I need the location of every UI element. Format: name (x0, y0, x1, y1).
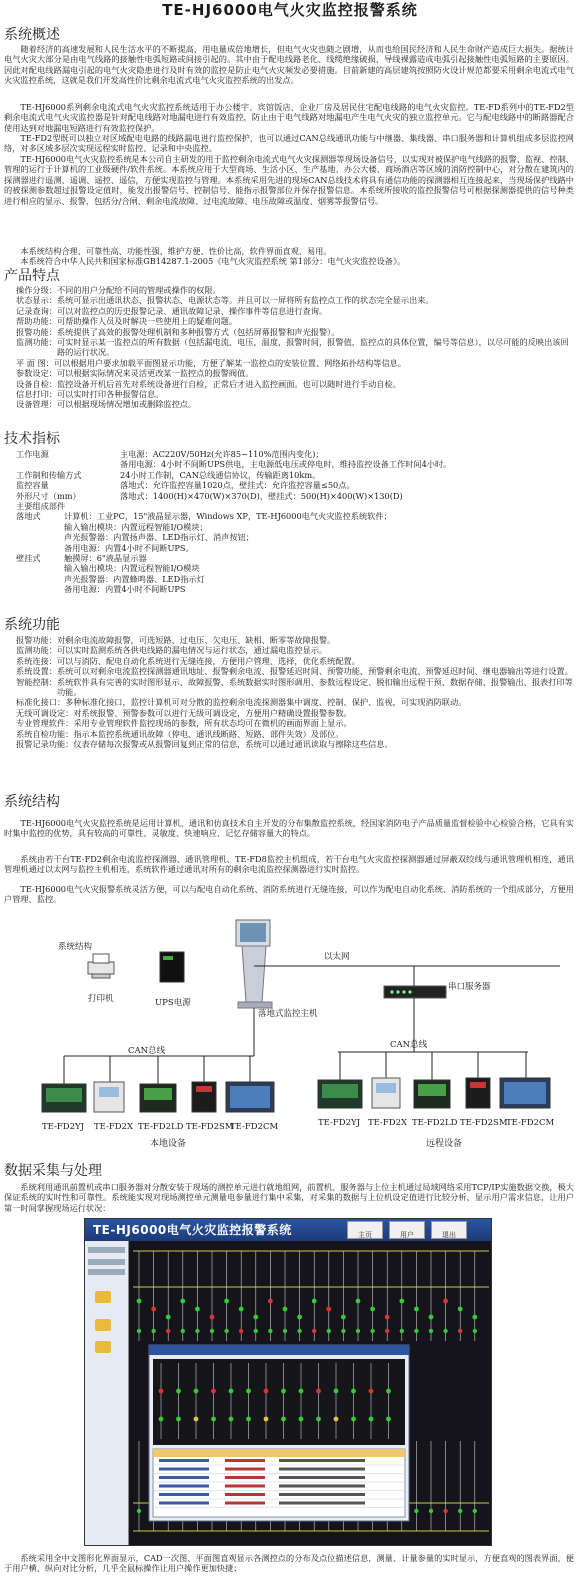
toolbar-button[interactable] (431, 1221, 467, 1239)
feature-item-key: 平 面 图： (16, 357, 54, 368)
status-dot (151, 1329, 155, 1333)
spec-component-row (16, 543, 574, 553)
spec-row (16, 459, 574, 469)
structure-paragraph: TE-HJ6000电气火灾监控系统是运用计算机、通讯和仿真技术自主开发的分布集散监控系统，经国家消防电子产品质量监督检验中心检验合格，它具有实时集中监控的优势，具有较高的可靠性、灵敏度、快速响应、记忆存储容量大的特点。 (4, 818, 574, 839)
overview-paragraph: TE-FD2型既可以独立对区域配电电路的线路漏电进行监控保护，也可以通过CAN总线通讯功能与中继器、集线器、串口服务器和计算机组成多层监控网络，对多区域多层次实现远程实时监控、记录和中央监控。 (4, 133, 574, 154)
structure-body (0, 818, 580, 908)
spec-component-row (16, 511, 574, 521)
status-dot (253, 1315, 258, 1320)
remote-device-label: TE-FD2YJ (318, 1118, 361, 1128)
ethernet-label: 以太网 (324, 952, 350, 962)
local-device-label: TE-FD2YJ (42, 1122, 85, 1132)
status-dot (316, 1417, 321, 1422)
status-dot (246, 1417, 251, 1422)
toolbar-button-label: 用户 (400, 1231, 414, 1239)
function-item-value: 系统可以对剩余电流监控探测器通讯地址、报警剩余电流、报警延迟时间、预警功能、预警剩余电流、预警延迟时间、继电器输出等进行设置。 (56, 666, 573, 677)
feature-item (16, 368, 574, 378)
status-dot (327, 1329, 331, 1333)
status-dot (159, 1389, 164, 1394)
status-dot (176, 1417, 181, 1422)
function-item-key: 系统连接： (16, 655, 57, 666)
status-dot (458, 1307, 463, 1312)
status-dot (351, 1389, 356, 1394)
status-dot (429, 1315, 434, 1320)
spec-component-value: 输入输出模块：内置远程智能I/O模块； (64, 521, 208, 532)
feature-item-value: 可以实时打印各种报警信息。 (56, 389, 164, 400)
remote-device-label: TE-FD2CM (506, 1118, 555, 1128)
spec-component-value: 声光报警器：内置蜂鸣器、LED指示灯 (64, 573, 205, 584)
spec-row (16, 501, 574, 511)
status-dot (429, 1509, 433, 1513)
function-item-value: 可以与消防、配电自动化系统进行无缝连接，方便用户管理、选择，优化系统配置。 (56, 655, 360, 666)
remote-device-label: TE-FD2SM (460, 1118, 508, 1128)
overview-paragraph: 本系统结构合理、可靠性高、功能性强、维护方便、性价比高，软件界面直观、易用。 (20, 246, 332, 256)
status-dot (369, 1417, 374, 1422)
overview-paragraph: 随着经济的高速发展和人民生活水平的不断提高，用电量成倍地增长，但电气火灾也随之剧增，从而也给国民经济和人民生命财产造成巨大损失。据统计电气火灾大部分是由电气线路的接触性电弧短路或间接引起的。其中由于配电线路老化、线缆绝缘破损、导线裸露造成电弧引起接触性电弧短路的主要原因。因此对配电线路漏电引起的电气火灾隐患进行及时有效的监控是防止电气火灾频发必要措施。目前新建的高层建筑按照防火设计规范都要采用剩余电流式电气火灾监控系统，这就是我们开发高性价比剩余电流式电气火灾监控系统的出发点。 (4, 44, 574, 86)
overview-paragraph: TE-HJ6000电气火灾监控系统是本公司自主研发的用于监控剩余电流式电气火灾探测器等现场设备信号，以实现对被保护电气线路的报警、监视、控制、管理的运行于计算机的工业级硬件/软件系统。本系统应用于大型商场、生活小区、生产基地、办公大楼、商场酒店等区域的消防控制中心，对分散在建筑内的探测器进行遥测、遥调、遥控、遥信，方便实现监控与管理。本系统采用先进的现场CAN总线技术将具有通信功能的探测器相互连接起来，当现场保护线路中的被探测参数超过报警设定值时，能发出报警信号、控制信号、能指示报警部位并保存报警信息。本系统所接收的监控报警信号可根据探测器提供的信号种类进行相应的显示、报警，包括分/合闸、剩余电流故障、过电流故障、电压故障或温度、烟雾等报警信号。 (4, 154, 574, 206)
spec-component-row (16, 532, 574, 542)
status-dot (312, 1329, 316, 1333)
spec-component-value: 备用电源：内置4小时不间断UPS。 (64, 542, 194, 553)
kiosk-host-icon (236, 920, 272, 1008)
status-dot (137, 1509, 141, 1513)
status-dot (414, 1329, 418, 1333)
status-dot (224, 1299, 229, 1304)
status-dot (326, 1307, 331, 1312)
toolbar-button[interactable] (389, 1221, 425, 1239)
status-dot (211, 1417, 216, 1422)
table-cell-mark (159, 1476, 209, 1479)
status-dot (473, 1329, 477, 1333)
functions-heading: 系统功能 (4, 617, 60, 633)
feature-item (16, 358, 574, 368)
spec-key: 工作制和传输方式 (16, 469, 82, 480)
spec-row (16, 480, 574, 490)
status-dot (341, 1329, 345, 1333)
spec-row (16, 449, 574, 459)
toolbar-button-label: 主页 (358, 1231, 372, 1239)
spec-value: 落地式：1400(H)×470(W)×370(D)，壁挂式：500(H)×400(W)×130(D) (120, 490, 403, 501)
status-dot (239, 1307, 244, 1312)
function-item (16, 697, 574, 707)
function-item-key: 专业管理软件： (16, 718, 74, 729)
function-item-value: 仪表存储每次报警或从报警回复到正常的信息，系统可以通过通讯读取与擦除这些信息。 (73, 739, 393, 750)
feature-item (16, 285, 574, 295)
feature-item (16, 316, 574, 326)
can-bus-left-label: CAN总线 (128, 1046, 166, 1056)
status-dot (229, 1389, 234, 1394)
function-item (16, 635, 574, 645)
feature-item-value: 可以根据实际情况来灵活更改某一监控点的报警阀值。 (56, 368, 254, 379)
spec-component-value: 触摸屏：6"液晶显示器 (64, 552, 147, 563)
status-dot (312, 1299, 317, 1304)
spec-component-label: 壁挂式 (16, 552, 41, 563)
overview-paragraph: TE-HJ6000系列剩余电流式电气火灾监控系统适用于办公楼宇、宾馆饭店、企业厂房及居民住宅配电线路的电气火灾监控。TE-FD系列中的TE-FD2型剩余电流式电气火灾监控器是针对配电线路对地漏电进行有效监控，防止由于电气线路对地漏电产生电气火灾的独立监控单元。它与配电线路中的断路器配合使用达到对地漏电短路进行有效监控保护。 (4, 102, 574, 133)
system-structure-diagram (0, 906, 580, 1160)
table-cell-mark (225, 1459, 265, 1462)
function-item-key: 标准化接口： (16, 697, 66, 708)
function-item-key: 智能控制： (16, 676, 57, 687)
overview-paragraph: 本系统符合中华人民共和国家标准GB14287.1-2005《电气火灾监控系统 第1部分：电气火灾监控设备》。 (20, 256, 406, 266)
spec-key: 工作电源 (16, 449, 49, 459)
local-device-label: TE-FD2X (94, 1122, 134, 1132)
status-dot (159, 1417, 164, 1422)
table-cell-mark (225, 1468, 265, 1471)
features-list (16, 285, 574, 410)
feature-item (16, 337, 574, 358)
feature-item-key: 帮助功能： (16, 316, 57, 327)
status-dot (283, 1329, 287, 1333)
overview-heading: 系统概述 (4, 27, 60, 43)
spec-component-row (16, 584, 574, 594)
status-dot (137, 1329, 141, 1333)
status-dot (211, 1389, 216, 1394)
feature-item-value: 可以根据现场情况增加或删除监控点。 (56, 399, 197, 410)
function-item (16, 666, 574, 676)
status-dot (268, 1299, 273, 1304)
remote-device-icons (318, 1078, 550, 1108)
status-dot (429, 1329, 433, 1333)
screenshot-sidebar (85, 1241, 129, 1546)
feature-item-value: 系统可显示出通讯状态、报警状态、电源状态等。并且可以一屏将所有监控点工作的状态完全显示出来。 (56, 295, 434, 306)
table-cell-mark (225, 1476, 265, 1479)
ups-icon (160, 952, 184, 982)
feature-item (16, 327, 574, 337)
status-dot (473, 1509, 477, 1513)
screenshot-title: TE-HJ6000电气火灾监控报警系统 (93, 1223, 292, 1237)
status-dot (229, 1417, 234, 1422)
functions-list (16, 635, 574, 749)
status-dot (443, 1509, 447, 1513)
feature-item-value: 不同的用户分配给不同的管理或操作的权限。 (56, 285, 221, 295)
function-item (16, 708, 574, 718)
status-dot (264, 1417, 269, 1422)
local-devices-label: 本地设备 (150, 1139, 187, 1149)
function-item-value: 采用专业管理软件监控现场的参数，所有状态均可在微机的画面界面上显示。 (73, 718, 352, 729)
table-cell-mark (159, 1468, 209, 1471)
status-dot (356, 1299, 361, 1304)
feature-item (16, 389, 574, 399)
feature-item-key: 状态显示： (16, 295, 57, 306)
popup-alarm-table-header (153, 1449, 405, 1457)
status-dot (370, 1329, 374, 1333)
toolbar-button[interactable] (347, 1221, 383, 1239)
function-item-value: 系统软件具有完善的实时图形显示、故障报警、系统数据实时图形调用、参数远程设定、脱扣输出远程干预、数据存储、报警输出、报表打印等功能。 (56, 676, 573, 698)
spec-component-value: 声光报警器：内置扬声器、LED指示灯、消声按钮； (64, 532, 254, 543)
status-dot (281, 1389, 286, 1394)
local-device-label: TE-FD2CM (230, 1122, 279, 1132)
table-cell-mark (279, 1476, 365, 1479)
feature-item-value: 可实时显示某一监控点的所有数据（包括漏电流、电压，温度，报警时间，报警值，监控点的具体位置，编号等信息），以尽可能的反映出该回路的运行状况。 (56, 337, 569, 358)
function-item-key: 系统设置： (16, 666, 57, 677)
function-item-key: 报警功能： (16, 635, 57, 645)
status-dot (400, 1329, 404, 1333)
printer-icon (88, 954, 114, 978)
remote-device-label: TE-FD2X (368, 1118, 408, 1128)
structure-paragraph: TE-HJ6000电气火灾报警系统灵活方便，可以与配电自动化系统、消防系统进行无缝连接，可以作为配电自动化系统、消防系统的一个组成部分，方便用户管理、监控。 (4, 884, 574, 905)
status-dot (297, 1315, 302, 1320)
screenshot-toolbar (347, 1221, 467, 1239)
status-dot (137, 1299, 142, 1304)
local-device-label: TE-FD2SM (186, 1122, 234, 1132)
table-cell-mark (279, 1502, 365, 1505)
function-item-key: 无线可调设定： (16, 707, 74, 718)
feature-item-key: 监测功能： (16, 337, 57, 348)
feature-item-key: 记录查询： (16, 305, 57, 316)
local-device-icons (42, 1082, 274, 1112)
function-item-key: 系统自检功能： (16, 728, 74, 739)
status-dot (299, 1417, 304, 1422)
table-cell-mark (279, 1468, 365, 1471)
spec-component-label: 落地式 (16, 511, 41, 522)
status-dot (210, 1315, 215, 1320)
feature-item-key: 操作分级： (16, 285, 57, 295)
page-title: TE-HJ6000电气火灾监控报警系统 (162, 1, 418, 19)
feature-item (16, 295, 574, 305)
feature-item-value: 可帮助操作人员及时解决一些使用上的疑难问题。 (56, 316, 238, 327)
diagram-title: 系统结构 (58, 942, 93, 952)
status-dot (246, 1389, 251, 1394)
spec-key: 外形尺寸（mm） (16, 490, 81, 501)
spec-component-row (16, 563, 574, 573)
remote-device-label: TE-FD2LD (412, 1118, 458, 1128)
status-dot (194, 1389, 199, 1394)
status-dot (458, 1329, 462, 1333)
structure-paragraph: 系统由若干台TE-FD2剩余电流监控探测器、通讯管理机、TE-FD8监控主机组成，若干台电气火灾监控探测器通过屏蔽双绞线与通讯管理机相连，通讯管理机通过以太网与监控主机相连，系统软件通过通讯对所有的剩余电流监控探测器进行实时监控。 (4, 854, 574, 875)
toolbar-button-label: 退出 (442, 1231, 456, 1239)
status-dot (239, 1329, 243, 1333)
status-dot (166, 1329, 170, 1333)
status-dot (472, 1315, 477, 1320)
status-dot (268, 1329, 272, 1333)
status-dot (210, 1329, 214, 1333)
feature-item-key: 设备自检： (16, 378, 57, 389)
status-dot (151, 1307, 156, 1312)
host-label: 落地式监控主机 (258, 1009, 318, 1019)
function-item-value: 对剩余电流故障报警，可选短路、过电压、欠电压、缺相、断零等故障报警。 (56, 635, 336, 645)
status-dot (195, 1329, 199, 1333)
feature-item-value: 系统提供了高效的报警处理机制和多种报警方式（包括屏幕报警和声光报警）。 (56, 326, 340, 337)
spec-value: 主电源：AC220V/50Hz(允许85~110%范围内变化)； (120, 449, 324, 459)
spec-component-row (16, 522, 574, 532)
spec-component-row (16, 574, 574, 584)
function-item (16, 645, 574, 655)
status-dot (254, 1329, 258, 1333)
specs-table (16, 449, 574, 594)
screenshot-panel (129, 1241, 492, 1546)
function-item (16, 677, 574, 698)
function-item-value: 多种标准化接口，监控计算机可对分散的监控剩余电流探测器集中调度、控制、保护、监视，可实现消防联动。 (65, 697, 467, 708)
table-cell-mark (159, 1459, 209, 1462)
table-cell-mark (279, 1459, 365, 1462)
status-dot (341, 1315, 346, 1320)
spec-key: 主要组成部件 (16, 500, 66, 511)
status-dot (194, 1417, 199, 1422)
table-cell-mark (279, 1485, 365, 1488)
ups-label: UPS电源 (155, 998, 191, 1008)
popup-titlebar (149, 1345, 409, 1355)
status-dot (458, 1509, 462, 1513)
specs-heading: 技术指标 (4, 431, 60, 447)
function-item-value: 对系统报警、预警参数可以进行无级可调设定，方便用户精确设置报警参数。 (73, 707, 352, 718)
status-dot (386, 1417, 391, 1422)
function-item-key: 报警记录功能： (16, 739, 74, 750)
status-dot (316, 1389, 321, 1394)
feature-item-value: 可以对监控点的历史报警记录、通讯故障记录、操作事件等信息进行查询。 (56, 305, 328, 316)
spec-value: 备用电源：4小时不间断UPS供电，主电源低电压或停电时，维持监控设备工作时间4小时。 (120, 459, 452, 470)
can-bus-right-label: CAN总线 (390, 1040, 428, 1050)
function-item-value: 指示本监控系统通讯故障（停电、通讯线断路、短路、部件失效）及部位。 (73, 728, 344, 739)
features-heading: 产品特点 (4, 268, 60, 284)
popup-diagram (153, 1359, 405, 1445)
function-item (16, 656, 574, 666)
structure-heading: 系统结构 (4, 794, 60, 810)
feature-item (16, 399, 574, 409)
table-cell-mark (225, 1502, 265, 1505)
status-dot (370, 1307, 375, 1312)
serial-server-icon (384, 986, 446, 998)
status-dot (297, 1329, 301, 1333)
spec-value: 24小时工作制，CAN总线通信协议，传输距离10km。 (120, 469, 321, 480)
status-dot (351, 1417, 356, 1422)
status-dot (443, 1299, 448, 1304)
spec-component-value: 备用电源：内置4小时不间断UPS (64, 584, 186, 595)
remote-devices-label: 远程设备 (426, 1139, 463, 1149)
status-dot (386, 1389, 391, 1394)
table-cell-mark (159, 1485, 209, 1488)
serial-server-label: 串口服务器 (448, 982, 491, 992)
status-dot (443, 1329, 447, 1333)
function-item (16, 739, 574, 749)
data-paragraph: 系统利用通讯前置机或串口服务器对分散安装于现场的测控单元进行就地组网，前置机、服务器与上位主机通过局域网络采用TCP/IP实施数据交换，极大保证系统的实时性和可靠性。系统能实现对现场测控单元测量电参量进行集中采集，对采集的数据与上位机设定值进行比较分析，显示用户需求信息，让用户第一时间掌握现场运行状况： (4, 1182, 574, 1213)
status-dot (264, 1389, 269, 1394)
status-dot (385, 1315, 390, 1320)
feature-item-key: 设备管理： (16, 399, 57, 410)
overview-body (0, 44, 580, 264)
status-dot (334, 1417, 339, 1422)
spec-value: 落地式：允许监控容量1020点，壁挂式：允许监控容量≤50点。 (120, 480, 355, 491)
status-dot (385, 1329, 389, 1333)
status-dot (176, 1389, 181, 1394)
status-dot (224, 1329, 228, 1333)
table-cell-mark (159, 1493, 209, 1496)
local-device-label: TE-FD2LD (138, 1122, 184, 1132)
status-dot (414, 1509, 418, 1513)
feature-item-value: 监控设备开机后首先对系统设备进行自检，正常后才进入监控画面。也可以随时进行手动自检。 (56, 378, 401, 389)
function-item-key: 监测功能： (16, 645, 57, 656)
feature-item-key: 报警功能： (16, 326, 57, 337)
status-dot (369, 1389, 374, 1394)
software-screenshot (84, 1218, 492, 1546)
status-dot (356, 1329, 360, 1333)
spec-key: 监控容量 (16, 480, 49, 491)
table-cell-mark (225, 1485, 265, 1488)
status-dot (299, 1389, 304, 1394)
printer-label: 打印机 (88, 994, 114, 1004)
table-cell-mark (159, 1502, 209, 1505)
feature-item (16, 306, 574, 316)
data-footer: 系统采用全中文图形化界面显示，CAD一次图、平面图直观显示各测控点的分布及点位描述信息，测量、计量参量的实时显示，方便直观的图表界面，便于用户横、纵向对比分析，几乎全鼠标操作让用户操作更加快捷； (4, 1553, 574, 1574)
function-item-value: 可以实时监测系统各供电线路的漏电情况与运行状态，通过漏电监控显示。 (56, 645, 328, 656)
table-cell-mark (225, 1493, 265, 1496)
status-dot (181, 1329, 185, 1333)
spec-component-value: 输入输出模块：内置远程智能I/O模块 (64, 563, 200, 574)
table-cell-mark (279, 1493, 365, 1496)
status-dot (281, 1417, 286, 1422)
status-dot (399, 1299, 404, 1304)
status-dot (334, 1389, 339, 1394)
feature-item-key: 参数设定： (16, 368, 57, 379)
spec-row (16, 470, 574, 480)
screenshot-titlebar (85, 1219, 492, 1241)
spec-component-row (16, 553, 574, 563)
status-dot (166, 1315, 171, 1320)
feature-item-key: 信息打印： (16, 389, 57, 400)
status-dot (283, 1307, 288, 1312)
function-item (16, 718, 574, 728)
status-dot (195, 1307, 200, 1312)
status-dot (414, 1307, 419, 1312)
feature-item (16, 379, 574, 389)
data-heading: 数据采集与处理 (4, 1163, 102, 1179)
function-item (16, 729, 574, 739)
status-dot (180, 1299, 185, 1304)
spec-component-value: 计算机：工业PC，15"液晶显示器，Windows XP，TE-HJ6000电气火灾监控系统软件； (64, 511, 392, 522)
feature-item-value: 可以根据用户要求加载平面图显示功能，方便了解某一监控点的安装位置、网络拓扑结构等信息。 (53, 357, 407, 368)
spec-row (16, 491, 574, 501)
